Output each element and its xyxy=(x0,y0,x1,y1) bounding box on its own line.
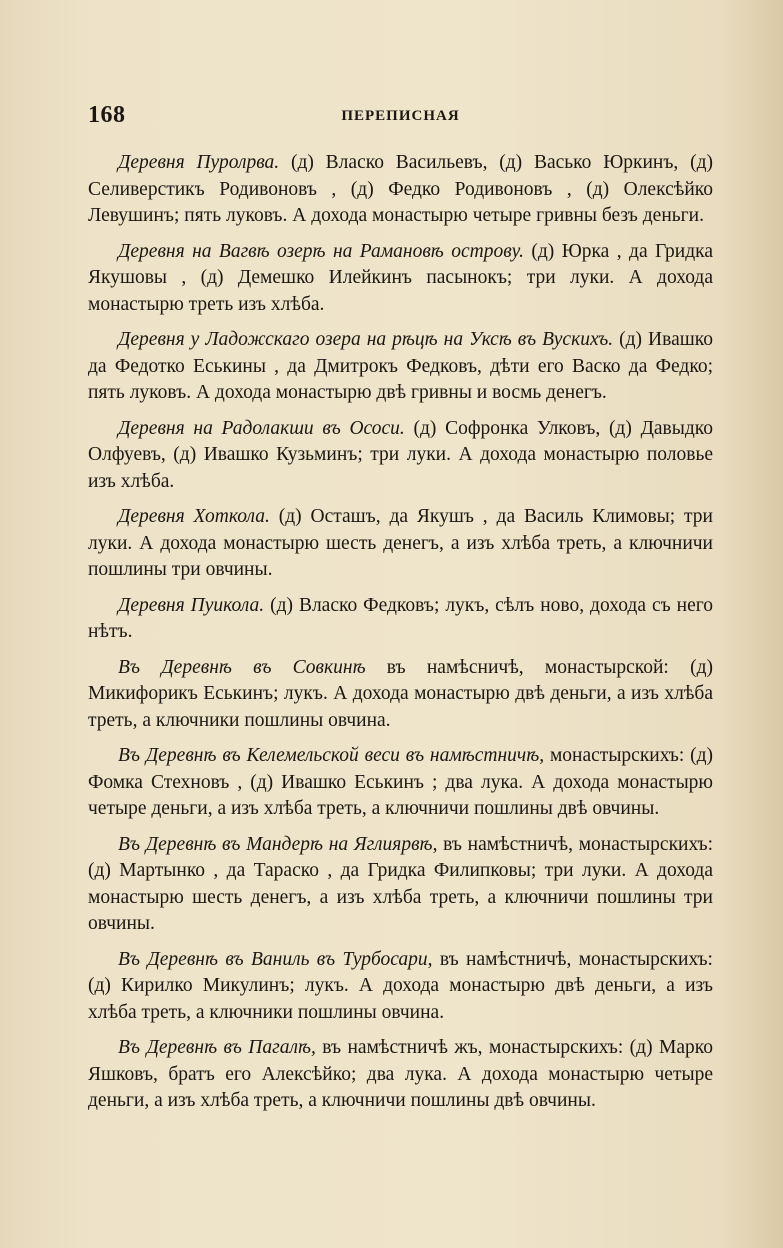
entry-paragraph xyxy=(88,743,713,823)
entry-text: (д) Осташъ, да Якушъ , да Василь Климовы; три луки. А дохода монастырю шесть денегъ, а изъ хлѣба треть, а ключничи пошлины три овчины. xyxy=(88,506,713,580)
entry-text: (д) Юрка , да Гридка Якушовы , (д) Демешко Илейкинъ пасынокъ; три луки. А дохода монастырю треть изъ хлѣба. xyxy=(88,240,713,315)
entry-text: монастырскихъ: (д) Фомка Стехновъ , (д) Ивашко Еськинъ ; два лука. А дохода монастырю четыре деньги, а изъ хлѣба треть, а ключничи пошлины двѣ овчины. xyxy=(88,745,713,819)
entry-text: (д) Власко Федковъ; лукъ, сѣлъ ново, дохода съ него нѣтъ. xyxy=(88,594,713,642)
place-name: Деревня Пуролрва. xyxy=(118,152,280,173)
entry-paragraph xyxy=(88,655,713,735)
entry-text: въ намѣстничѣ жъ, монастырскихъ: (д) Марко Яшковъ, братъ его Алексѣйко; два лука. А дохода монастырю четыре деньги, а изъ хлѣба треть, а ключничи пошлины двѣ овчины. xyxy=(88,1037,713,1111)
page-header xyxy=(88,102,713,132)
entry-paragraph xyxy=(88,504,713,584)
entry-text: , въ намѣстничѣ, монастырскихъ: (д) Кирилко Микулинъ; лукъ. А дохода монастырю двѣ деньги, а изъ хлѣба треть, а ключники пошлины овчина. xyxy=(88,948,713,1023)
place-name: Въ Деревнѣ въ Пагалѣ, xyxy=(118,1037,316,1058)
entry-paragraph xyxy=(88,150,713,230)
entry-text: въ намѣсничѣ, монастырской: (д) Микифорикъ Еськинъ; лукъ. А дохода монастырю двѣ деньги, а изъ хлѣба треть, а ключники пошлины овчина. xyxy=(88,656,713,731)
place-name: Въ Деревнѣ въ Мандерѣ на Яглиярвѣ xyxy=(118,833,433,855)
page-number: 168 xyxy=(88,102,126,128)
entry-text: (д) Власко Васильевъ, (д) Васько Юркинъ, (д) Селиверстикъ Родивоновъ , (д) Федко Родивоновъ , (д) Олексѣйко Левушинъ; пять луковъ. А дохода монастырю четыре гривны безъ деньги. xyxy=(88,152,713,226)
entry-text: , въ намѣстничѣ, монастырскихъ: (д) Мартынко , да Тараско , да Гридка Филипковы; три луки. А дохода монастырю шесть денегъ, а изъ хлѣба треть, а ключничи пошлины три овчины. xyxy=(88,833,713,934)
place-name: Деревня у Ладожскаго озера на рѣцѣ на Уксѣ въ Вускихъ. xyxy=(118,329,614,350)
entry-text: (д) Софронка Улковъ, (д) Давыдко Олфуевъ, (д) Ивашко Кузьминъ; три луки. А дохода монастырю половье изъ хлѣба. xyxy=(88,417,713,492)
place-name: Деревня Хоткола. xyxy=(118,506,270,527)
place-name: Деревня на Вагвѣ озерѣ на Рамановѣ острову. xyxy=(118,240,524,262)
place-name: Деревня Пуикола. xyxy=(118,594,265,616)
entry-paragraph xyxy=(88,239,713,319)
place-name: Въ Деревнѣ въ Ваниль въ Турбосари xyxy=(118,948,428,970)
entry-text: (д) Ивашко да Федотко Еськины , да Дмитрокъ Федковъ, дѣти его Васко да Федко; пять луковъ. А дохода монастырю двѣ гривны и восмь денегъ. xyxy=(88,329,713,403)
entry-paragraph xyxy=(88,1035,713,1115)
main-text xyxy=(88,150,713,1124)
place-name: Деревня на Радолакши въ Ососи. xyxy=(118,417,405,439)
place-name: Въ Деревнѣ въ Келемельской веси въ намѣстничѣ, xyxy=(118,745,545,766)
running-title: ПЕРЕПИСНАЯ xyxy=(341,108,460,124)
place-name: Въ Деревнѣ въ Совкинѣ xyxy=(118,656,366,678)
entry-paragraph xyxy=(88,327,713,407)
entry-paragraph xyxy=(88,947,713,1027)
entry-paragraph xyxy=(88,832,713,938)
entry-paragraph xyxy=(88,416,713,496)
entry-paragraph xyxy=(88,593,713,646)
